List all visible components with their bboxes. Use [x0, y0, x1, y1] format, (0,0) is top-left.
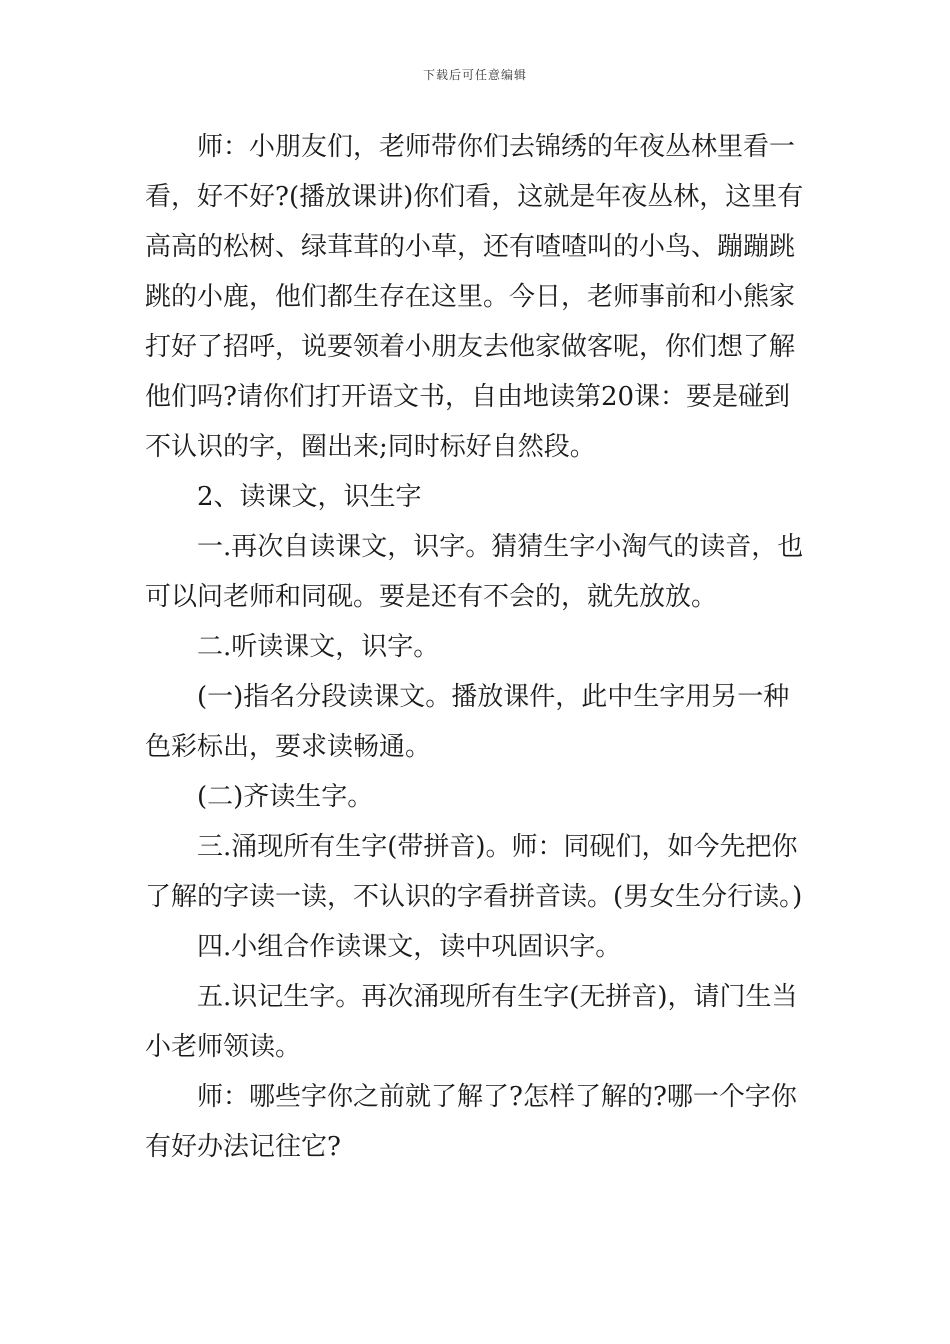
- paragraph: 三.涌现所有生字(带拼音)。师：同砚们，如今先把你了解的字读一读，不认识的字看拼音读。(男女生分行读。): [145, 832, 803, 912]
- paragraph: 五.识记生字。再次涌现所有生字(无拼音)，请门生当小老师领读。: [145, 982, 798, 1062]
- paragraph: 师：小朋友们，老师带你们去锦绣的年夜丛林里看一看，好不好?(播放课讲)你们看，这就是年夜丛林，这里有高高的松树、绿茸茸的小草，还有喳喳叫的小鸟、蹦蹦跳跳的小鹿，他们都生存在这里。今日，老师事前和小熊家打好了招呼，说要领着小朋友去他家做客呢，你们想了解他们吗?请你们打开语文书，自由地读第20课：要是碰到不认识的字，圈出来;同时标好自然段。: [145, 132, 804, 462]
- page-header: 下载后可任意编辑: [422, 68, 527, 82]
- paragraph: (一)指名分段读课文。播放课件，此中生字用另一种色彩标出，要求读畅通。: [145, 682, 790, 762]
- section-heading: 2、读课文，识生字: [197, 482, 422, 512]
- paragraph: (二)齐读生字。: [197, 782, 374, 812]
- paragraph: 师：哪些字你之前就了解了?怎样了解的?哪一个字你有好办法记往它?: [145, 1082, 797, 1162]
- paragraph: 二.听读课文，识字。: [197, 632, 440, 662]
- paragraph: 四.小组合作读课文，读中巩固识字。: [197, 932, 622, 962]
- document-body: [145, 122, 810, 1172]
- paragraph: 一.再次自读课文，识字。猜猜生字小淘气的读音，也可以问老师和同砚。要是还有不会的，就先放放。: [145, 532, 804, 612]
